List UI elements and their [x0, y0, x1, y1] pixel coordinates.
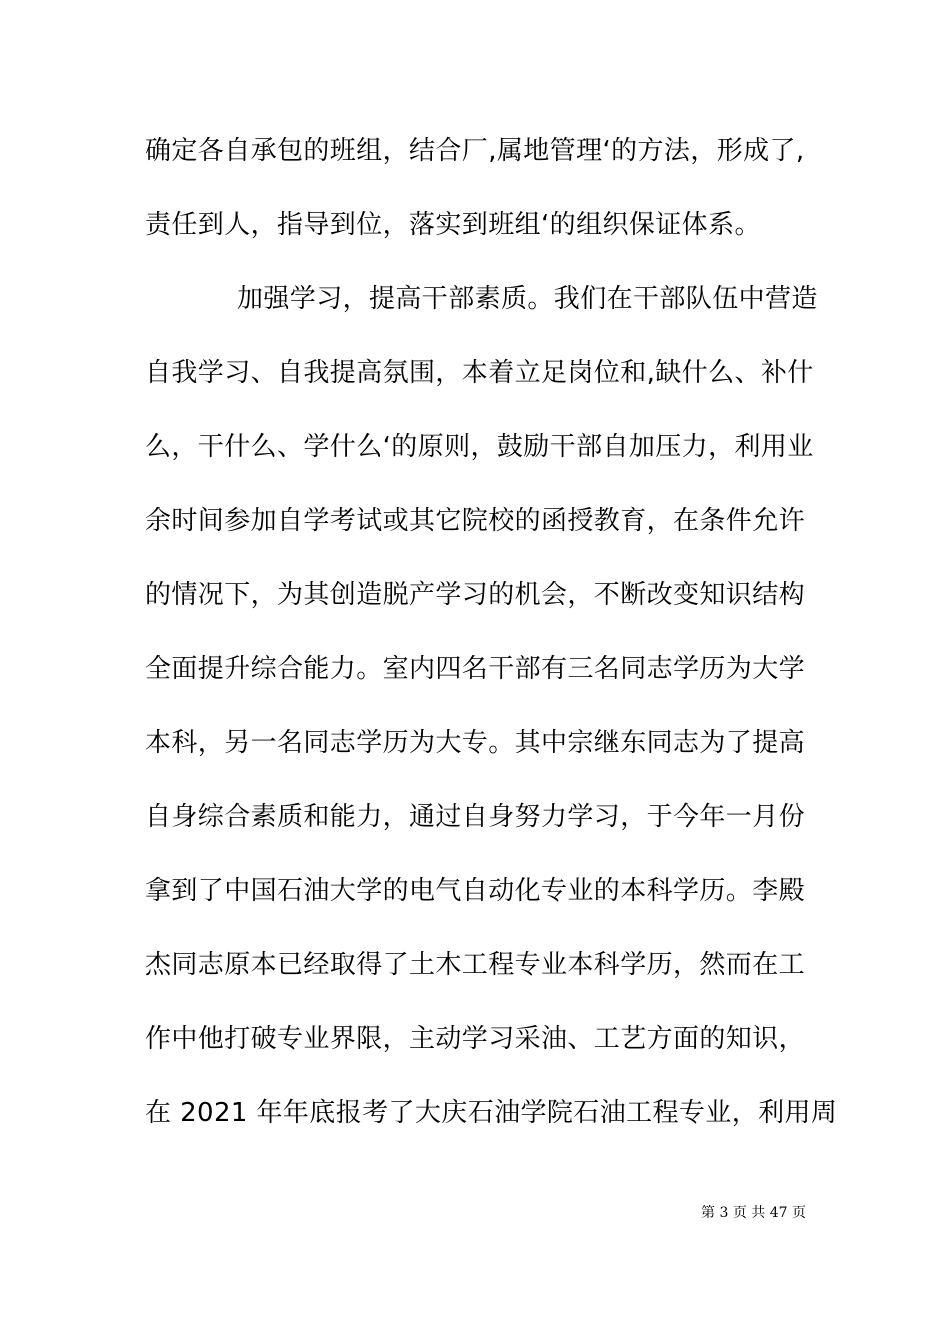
text-line: 么，干什么、学什么‘的原则，鼓励干部自加压力，利用业 — [145, 432, 814, 462]
text-line: 杰同志原本已经取得了土木工程专业本科学历，然而在工 — [145, 950, 806, 980]
text-line: 在 2021 年年底报考了大庆石油学院石油工程专业，利用周 — [145, 1098, 838, 1128]
page-number-footer: 第 3 页 共 47 页 — [701, 1205, 806, 1221]
text-line: 自身综合素质和能力，通过自身努力学习，于今年一月份 — [145, 802, 806, 832]
text-line: 拿到了中国石油大学的电气自动化专业的本科学历。李殿 — [145, 876, 806, 906]
text-line: 作中他打破专业界限，主动学习采油、工艺方面的知识， — [145, 1024, 806, 1054]
paragraph-start-line: 加强学习，提高干部素质。我们在干部队伍中营造 — [237, 284, 818, 314]
text-line: 确定各自承包的班组，结合厂,属地管理‘的方法，形成了, — [145, 136, 805, 166]
text-line: 本科，另一名同志学历为大专。其中宗继东同志为了提高 — [145, 728, 806, 758]
text-line: 的情况下，为其创造脱产学习的机会，不断改变知识结构 — [145, 580, 806, 610]
text-line: 自我学习、自我提高氛围，本着立足岗位和,缺什么、补什 — [145, 358, 814, 388]
text-line: 全面提升综合能力。室内四名干部有三名同志学历为大学 — [145, 654, 806, 684]
text-line: 责任到人，指导到位，落实到班组‘的组织保证体系。 — [145, 210, 761, 240]
text-line: 余时间参加自学考试或其它院校的函授教育，在条件允许 — [145, 506, 806, 536]
